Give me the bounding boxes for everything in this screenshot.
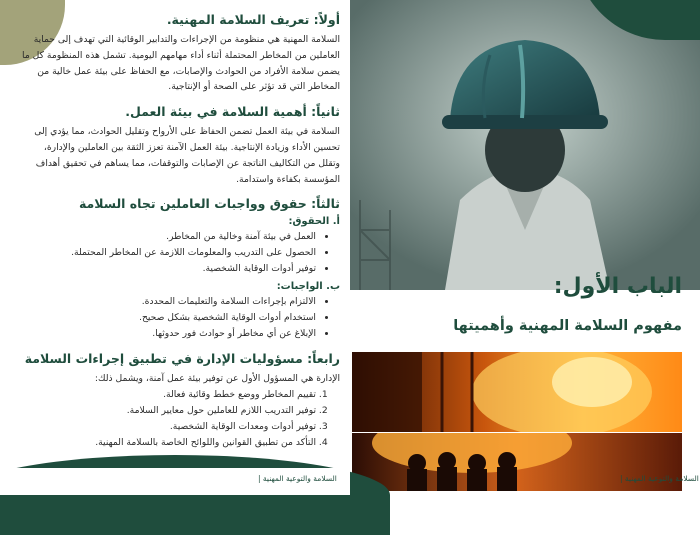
chapter-title: الباب الأول:: [553, 274, 682, 299]
list-item: 2. توفير التدريب اللازم للعاملين حول معايير السلامة.: [22, 403, 316, 419]
list-item: • الحصول على التدريب والمعلومات اللازمة عن المخاطر المحتملة.: [22, 245, 316, 261]
left-page: [0, 0, 350, 495]
section-paragraph: السلامة المهنية هي منظومة من الإجراءات والتدابير الوقائية التي تهدف إلى حماية العاملين من المخاطر المحتملة أثناء أداء مهامهم اليومية. تشمل هذه المنظومة كل ما يضمن سلامة الأفراد من الحوادث والإصابات، مع الحفاظ على بيئة عمل خالية من المخاطر التي قد تؤثر على الصحة أو الإنتاجية.: [22, 33, 340, 93]
fire-photo: [352, 352, 682, 432]
section-heading: رابعاً: مسؤوليات الإدارة في تطبيق إجراءات السلامة: [24, 350, 340, 366]
section-management: [22, 351, 340, 451]
list-item: 1. تقييم المخاطر ووضع خطط وقائية فعالة.: [22, 387, 316, 403]
decorative-green-shape-bottom: [0, 455, 390, 535]
management-list: [22, 387, 340, 451]
list-item: • الالتزام بإجراءات السلامة والتعليمات المحددة.: [22, 294, 316, 310]
list-item: • الإبلاغ عن أي مخاطر أو حوادث فور حدوثها.: [22, 326, 316, 342]
page-footer-left: السلامة والتوعية المهنية |: [258, 474, 337, 483]
section-rights-duties: [22, 196, 340, 341]
list-item: 4. التأكد من تطبيق القوانين واللوائح الخاصة بالسلامة المهنية.: [22, 435, 316, 451]
rights-list: [22, 229, 340, 277]
section-definition: [22, 12, 340, 95]
duties-label: ب. الواجبات:: [276, 280, 340, 292]
section-heading: ثانياً: أهمية السلامة في بيئة العمل.: [125, 104, 340, 120]
section-heading: أولاً: تعريف السلامة المهنية.: [166, 12, 340, 27]
section-intro: الإدارة هي المسؤول الأول عن توفير بيئة عمل آمنة، ويشمل ذلك:: [94, 372, 340, 384]
page-footer-right: السلامة والتوعية المهنية |: [620, 474, 699, 483]
list-item: • العمل في بيئة آمنة وخالية من المخاطر.: [22, 229, 316, 245]
list-item: 3. توفير أدوات ومعدات الوقاية الشخصية.: [22, 419, 316, 435]
fire-illustration: [352, 352, 682, 432]
worker-illustration: [350, 0, 700, 290]
worker-helmet-photo: [350, 0, 700, 290]
rights-label: أ. الحقوق:: [288, 216, 340, 228]
list-item: • توفير أدوات الوقاية الشخصية.: [22, 261, 316, 277]
section-paragraph: السلامة في بيئة العمل تضمن الحفاظ على الأرواح وتقليل الحوادث، مما يؤدي إلى تحسين الأداء وزيادة الإنتاجية. بيئة العمل الآمنة تعزز الثقة بين العاملين والإدارة، وتقلل من التكاليف الناتجة عن الإصابات والتوقفات، مما يساهم في تحقيق أهداف المؤسسة بكفاءة واستدامة.: [34, 126, 340, 185]
duties-list: [22, 294, 340, 342]
section-importance: [22, 104, 340, 187]
chapter-subtitle: مفهوم السلامة المهنية وأهميتها: [453, 318, 682, 334]
list-item: • استخدام أدوات الوقاية الشخصية بشكل صحيح.: [22, 310, 316, 326]
content-column: [22, 12, 340, 460]
section-heading: ثالثاً: حقوق وواجبات العاملين تجاه السلامة: [78, 196, 340, 212]
